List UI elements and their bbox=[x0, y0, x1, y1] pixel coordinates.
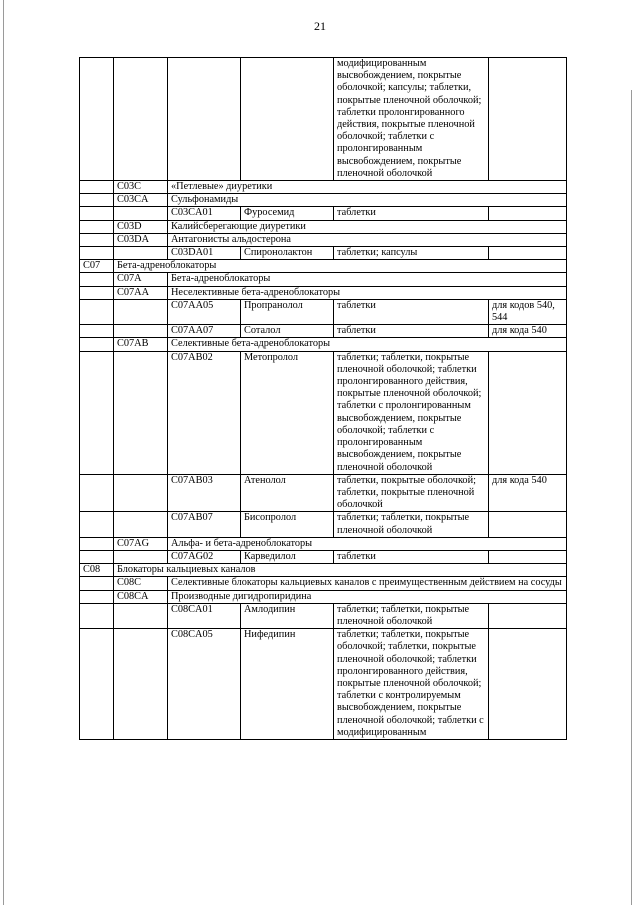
table-row bbox=[80, 590, 567, 603]
table-row bbox=[80, 629, 567, 740]
subgroup-code-cell bbox=[114, 247, 168, 260]
group-code-cell: C07 bbox=[80, 260, 114, 273]
subgroup-name-cell: Альфа- и бета-адреноблокаторы bbox=[168, 537, 567, 550]
dosage-form-cell: таблетки bbox=[334, 207, 489, 220]
subgroup-name-cell: Производные дигидропиридина bbox=[168, 590, 567, 603]
subgroup-code-cell: C07A bbox=[114, 273, 168, 286]
subgroup-name-cell: Антагонисты альдостерона bbox=[168, 233, 567, 246]
group-code-cell bbox=[80, 629, 114, 740]
subgroup-code-cell bbox=[114, 474, 168, 512]
drug-name-cell: Спиронолактон bbox=[241, 247, 334, 260]
dosage-form-cell: модифицированным высвобождением, покрытые оболочкой; капсулы; таблетки, покрытые пленочной оболочкой; таблетки пролонгированного действия, покрытые пленочной оболочкой; таблетки с пролонгированным высвобождением, покрытые пленочной оболочкой bbox=[334, 58, 489, 181]
group-code-cell bbox=[80, 207, 114, 220]
table-row bbox=[80, 351, 567, 474]
atc-code-cell: C07AG02 bbox=[168, 550, 241, 563]
note-cell: для кода 540 bbox=[489, 474, 567, 512]
scan-edge-right bbox=[631, 90, 632, 905]
group-code-cell bbox=[80, 577, 114, 590]
subgroup-code-cell: C03DA bbox=[114, 233, 168, 246]
table-row bbox=[80, 207, 567, 220]
note-cell: для кода 540 bbox=[489, 325, 567, 338]
subgroup-name-cell: Неселективные бета-адреноблокаторы bbox=[168, 286, 567, 299]
group-code-cell bbox=[80, 233, 114, 246]
scan-edge-left bbox=[3, 0, 4, 905]
atc-code-cell: C07AA05 bbox=[168, 299, 241, 324]
table-row bbox=[80, 512, 567, 537]
dosage-form-cell: таблетки; таблетки, покрытые пленочной оболочкой bbox=[334, 603, 489, 628]
group-code-cell bbox=[80, 325, 114, 338]
atc-code-cell: C03DA01 bbox=[168, 247, 241, 260]
table-row bbox=[80, 273, 567, 286]
subgroup-code-cell bbox=[114, 351, 168, 474]
table-row bbox=[80, 247, 567, 260]
atc-code-cell: C03CA01 bbox=[168, 207, 241, 220]
note-cell bbox=[489, 603, 567, 628]
subgroup-name-cell: «Петлевые» диуретики bbox=[168, 181, 567, 194]
drug-name-cell: Карведилол bbox=[241, 550, 334, 563]
group-code-cell bbox=[80, 58, 114, 181]
dosage-form-cell: таблетки bbox=[334, 325, 489, 338]
subgroup-code-cell: C03C bbox=[114, 181, 168, 194]
table-row bbox=[80, 603, 567, 628]
subgroup-code-cell: C03D bbox=[114, 220, 168, 233]
group-code-cell bbox=[80, 590, 114, 603]
subgroup-name-cell: Селективные блокаторы кальциевых каналов с преимущественным действием на сосуды bbox=[168, 577, 567, 590]
table-row bbox=[80, 286, 567, 299]
subgroup-code-cell bbox=[114, 325, 168, 338]
table-row bbox=[80, 338, 567, 351]
table-row bbox=[80, 194, 567, 207]
group-code-cell bbox=[80, 220, 114, 233]
subgroup-name-cell: Бета-адреноблокаторы bbox=[168, 273, 567, 286]
subgroup-code-cell: C07AA bbox=[114, 286, 168, 299]
subgroup-code-cell bbox=[114, 512, 168, 537]
table-row bbox=[80, 325, 567, 338]
table-row bbox=[80, 181, 567, 194]
dosage-form-cell: таблетки bbox=[334, 299, 489, 324]
atc-code-cell: C08CA01 bbox=[168, 603, 241, 628]
note-cell bbox=[489, 207, 567, 220]
note-cell bbox=[489, 247, 567, 260]
group-code-cell bbox=[80, 286, 114, 299]
note-cell: для кодов 540, 544 bbox=[489, 299, 567, 324]
dosage-form-cell: таблетки; таблетки, покрытые пленочной оболочкой bbox=[334, 512, 489, 537]
subgroup-code-cell bbox=[114, 299, 168, 324]
table-row bbox=[80, 550, 567, 563]
atc-code-cell: C07AA07 bbox=[168, 325, 241, 338]
group-code-cell: C08 bbox=[80, 564, 114, 577]
group-code-cell bbox=[80, 194, 114, 207]
subgroup-code-cell bbox=[114, 58, 168, 181]
group-code-cell bbox=[80, 537, 114, 550]
group-name-cell: Блокаторы кальциевых каналов bbox=[114, 564, 567, 577]
atc-code-cell: C07AB03 bbox=[168, 474, 241, 512]
drug-name-cell: Нифедипин bbox=[241, 629, 334, 740]
group-code-cell bbox=[80, 247, 114, 260]
table-row bbox=[80, 58, 567, 181]
page-number: 21 bbox=[314, 19, 326, 33]
group-code-cell bbox=[80, 299, 114, 324]
group-code-cell bbox=[80, 550, 114, 563]
group-name-cell: Бета-адреноблокаторы bbox=[114, 260, 567, 273]
dosage-form-cell: таблетки; капсулы bbox=[334, 247, 489, 260]
subgroup-code-cell: C07AG bbox=[114, 537, 168, 550]
table-row bbox=[80, 564, 567, 577]
subgroup-code-cell bbox=[114, 207, 168, 220]
subgroup-code-cell bbox=[114, 629, 168, 740]
note-cell bbox=[489, 58, 567, 181]
drug-name-cell bbox=[241, 58, 334, 181]
dosage-form-cell: таблетки; таблетки, покрытые оболочкой; таблетки, покрытые пленочной оболочкой; таблетки пролонгированного действия, покрытые пленочной оболочкой; таблетки с контролируемым высвобождением, покрытые пленочной оболочкой; таблетки с модифицированным bbox=[334, 629, 489, 740]
subgroup-name-cell: Калийсберегающие диуретики bbox=[168, 220, 567, 233]
atc-code-cell: C07AB02 bbox=[168, 351, 241, 474]
table-row bbox=[80, 299, 567, 324]
drug-name-cell: Атенолол bbox=[241, 474, 334, 512]
group-code-cell bbox=[80, 512, 114, 537]
drug-name-cell: Соталол bbox=[241, 325, 334, 338]
table-row bbox=[80, 233, 567, 246]
table-row bbox=[80, 474, 567, 512]
note-cell bbox=[489, 550, 567, 563]
atc-code-cell bbox=[168, 58, 241, 181]
note-cell bbox=[489, 629, 567, 740]
drug-name-cell: Метопролол bbox=[241, 351, 334, 474]
subgroup-code-cell: C08C bbox=[114, 577, 168, 590]
table-row bbox=[80, 260, 567, 273]
subgroup-code-cell: C07AB bbox=[114, 338, 168, 351]
subgroup-name-cell: Селективные бета-адреноблокаторы bbox=[168, 338, 567, 351]
atc-code-cell: C08CA05 bbox=[168, 629, 241, 740]
group-code-cell bbox=[80, 338, 114, 351]
table-row bbox=[80, 537, 567, 550]
drug-name-cell: Амлодипин bbox=[241, 603, 334, 628]
dosage-form-cell: таблетки, покрытые оболочкой; таблетки, покрытые пленочной оболочкой bbox=[334, 474, 489, 512]
drug-name-cell: Фуросемид bbox=[241, 207, 334, 220]
group-code-cell bbox=[80, 181, 114, 194]
note-cell bbox=[489, 351, 567, 474]
subgroup-code-cell bbox=[114, 550, 168, 563]
dosage-form-cell: таблетки bbox=[334, 550, 489, 563]
group-code-cell bbox=[80, 273, 114, 286]
subgroup-code-cell: C08CA bbox=[114, 590, 168, 603]
group-code-cell bbox=[80, 474, 114, 512]
subgroup-code-cell bbox=[114, 603, 168, 628]
group-code-cell bbox=[80, 603, 114, 628]
drug-name-cell: Бисопролол bbox=[241, 512, 334, 537]
drug-name-cell: Пропранолол bbox=[241, 299, 334, 324]
group-code-cell bbox=[80, 351, 114, 474]
subgroup-code-cell: C03CA bbox=[114, 194, 168, 207]
subgroup-name-cell: Сульфонамиды bbox=[168, 194, 567, 207]
table-row bbox=[80, 220, 567, 233]
table-row bbox=[80, 577, 567, 590]
drug-table bbox=[79, 57, 567, 740]
dosage-form-cell: таблетки; таблетки, покрытые пленочной оболочкой; таблетки пролонгированного действия, покрытые пленочной оболочкой; таблетки с пролонгированным высвобождением, покрытые оболочкой; таблетки с пролонгированным высвобождением, покрытые пленочной оболочкой bbox=[334, 351, 489, 474]
note-cell bbox=[489, 512, 567, 537]
atc-code-cell: C07AB07 bbox=[168, 512, 241, 537]
